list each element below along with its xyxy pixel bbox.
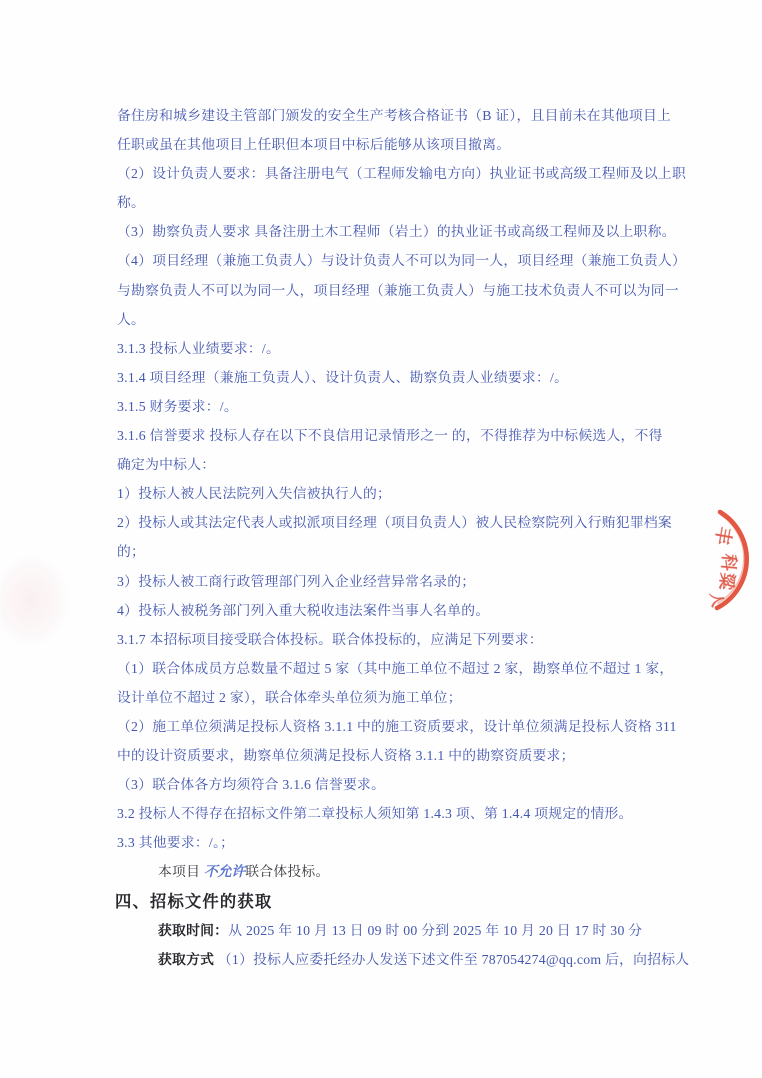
text-segment: 中的设计资质要求，勘察单位须满足投标人资格 3.1.1 中的勘察资质要求；: [117, 748, 575, 764]
text-line: [117, 799, 651, 828]
document-lines: [115, 101, 690, 974]
text-line: [117, 188, 651, 217]
text-segment: 称。: [117, 195, 146, 211]
ink-smudge: [0, 538, 83, 663]
text-segment: （2）施工单位须满足投标人资格 3.1.1 中的施工资质要求，设计单位须满足投标人资格 311: [117, 718, 677, 734]
text-line: [117, 159, 687, 188]
text-line: [117, 217, 676, 246]
text-segment: （1）投标人应委托经办人发送下述文件至 787054274@qq.com 后，向招标人: [217, 951, 690, 967]
seal-glyph: 粱: [716, 572, 737, 591]
text-line: [117, 479, 651, 508]
text-line: [117, 276, 679, 305]
text-segment: （2）设计负责人要求：具备注册电气（工程师发输电方向）执业证书或高级工程师及以上职: [117, 166, 687, 182]
text-segment: 3.2 投标人不得存在招标文件第二章投标人须知第 1.4.3 项、第 1.4.4 项规定的情形。: [117, 806, 633, 822]
text-segment: 1）投标人被人民法院列入失信被执行人的；: [117, 486, 392, 502]
text-segment: 获取时间：: [158, 922, 229, 938]
text-segment: 不允许: [203, 864, 246, 880]
text-segment: 本项目: [158, 864, 204, 880]
text-line: [117, 421, 663, 450]
text-line: [117, 392, 651, 421]
text-segment: （3）勘察负责人要求 具备注册土木工程师（岩土）的执业证书或高级工程师及以上职称。: [117, 224, 676, 240]
text-line: [117, 857, 651, 886]
seal-glyph: 人: [706, 590, 726, 609]
text-line: [117, 625, 651, 654]
text-segment: 从 2025 年 10 月 13 日 09 时 00 分到 2025 年 10 月 20 日 17 时 30 分: [228, 922, 643, 938]
text-line: [117, 712, 677, 741]
text-segment: 3.1.5 财务要求：/。: [117, 398, 238, 414]
text-segment: 3.1.6 信誉要求 投标人存在以下不良信用记录情形之一 的，不得推荐为中标候选人，不得: [117, 428, 663, 444]
text-line: [117, 596, 651, 625]
seal-glyph: 科: [718, 553, 739, 572]
text-segment: 3.1.7 本招标项目接受联合体投标。联合体投标的，应满足下列要求：: [117, 631, 543, 647]
text-line: [117, 101, 672, 130]
text-segment: 设计单位不超过 2 家），联合体牵头单位须为施工单位；: [117, 689, 462, 705]
text-segment: （1）联合体成员方总数量不超过 5 家（其中施工单位不超过 2 家，勘察单位不超过 1 家，: [117, 660, 674, 676]
text-segment: 联合体投标。: [245, 864, 330, 880]
text-segment: 3.1.4 项目经理（兼施工负责人）、设计负责人、勘察负责人业绩要求：/。: [117, 369, 569, 385]
text-segment: 确定为中标人：: [117, 457, 216, 473]
text-segment: 备住房和城乡建设主管部门颁发的安全生产考核合格证书（B 证），且目前未在其他项目上: [117, 108, 672, 123]
text-line: [117, 246, 687, 275]
text-segment: 2）投标人或其法定代表人或拟派项目经理（项目负责人）被人民检察院列入行贿犯罪档案: [117, 515, 672, 531]
section-heading: [115, 887, 651, 916]
text-line: [117, 450, 651, 479]
text-segment: 任职或虽在其他项目上任职但本项目中标后能够从该项目撤离。: [117, 137, 511, 153]
seal-glyph: 丰: [711, 525, 735, 547]
text-line: [117, 945, 690, 974]
text-segment: 3.3 其他要求：/。；: [117, 835, 235, 851]
text-line: [117, 537, 651, 566]
text-segment: 与勘察负责人不可以为同一人，项目经理（兼施工负责人）与施工技术负责人不可以为同一: [117, 282, 679, 298]
text-line: [117, 741, 651, 770]
text-line: [117, 130, 651, 159]
text-line: [117, 683, 651, 712]
text-line: [117, 567, 651, 596]
text-line: [117, 916, 651, 945]
text-line: [117, 363, 651, 392]
text-segment: （3）联合体各方均须符合 3.1.6 信誉要求。: [117, 777, 386, 793]
text-line: [117, 654, 674, 683]
text-segment: 3）投标人被工商行政管理部门列入企业经营异常名录的；: [117, 573, 476, 589]
text-segment: （4）项目经理（兼施工负责人）与设计负责人不可以为同一人，项目经理（兼施工负责人）: [117, 253, 687, 269]
text-line: [117, 770, 651, 799]
text-line: [117, 305, 651, 334]
text-line: [117, 828, 651, 857]
text-segment: 四、招标文件的获取: [115, 891, 273, 911]
text-line: [117, 334, 651, 363]
text-segment: 人。: [117, 311, 146, 327]
text-line: [117, 508, 672, 537]
text-segment: 获取方式: [158, 951, 218, 967]
text-segment: 的；: [117, 544, 146, 560]
text-segment: 4）投标人被税务部门列入重大税收违法案件当事人名单的。: [117, 602, 490, 618]
text-segment: 3.1.3 投标人业绩要求：/。: [117, 340, 281, 356]
